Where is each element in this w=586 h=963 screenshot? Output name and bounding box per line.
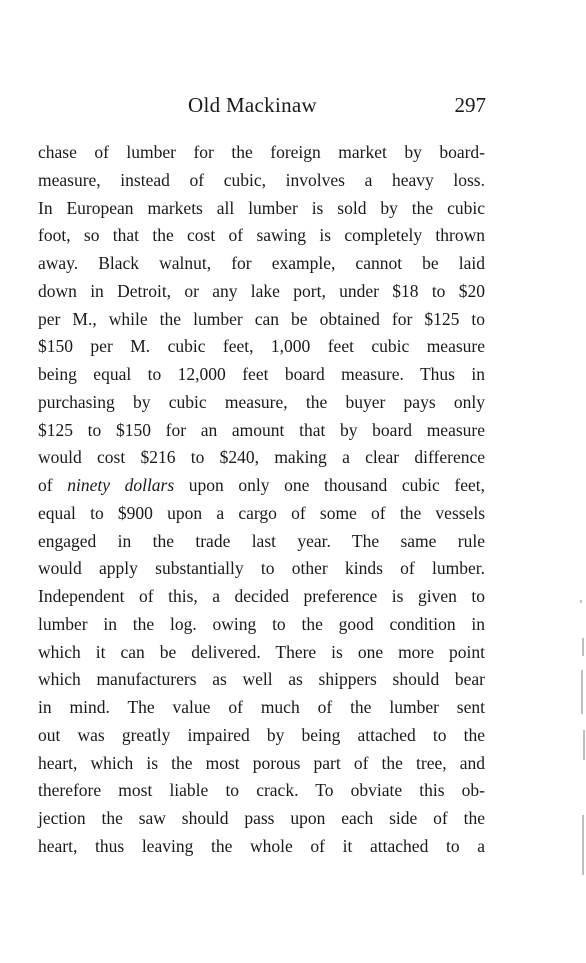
scan-speck	[582, 638, 584, 656]
text-line: heart, which is the most porous part of the tree, and	[38, 752, 485, 773]
text-line: per M., while the lumber can be obtained for $125 to	[38, 308, 485, 329]
text-line: away. Black walnut, for example, cannot be laid	[38, 253, 485, 273]
text-line: equal to $900 upon a cargo of some of the vessels	[38, 502, 485, 523]
text-line: In European markets all lumber is sold by the cubic	[38, 197, 485, 218]
running-title: Old Mackinaw	[188, 93, 317, 117]
text-line: measure, instead of cubic, involves a heavy loss.	[38, 169, 485, 190]
text-line: which it can be delivered. There is one more point	[38, 641, 485, 662]
text-line: jection the saw should pass upon each side of the	[38, 808, 485, 828]
scan-edge-specks	[578, 600, 586, 900]
text-line: $150 per M. cubic feet, 1,000 feet cubic measure	[38, 336, 485, 357]
text-line: of ninety dollars upon only one thousand cubic feet,	[38, 475, 485, 495]
text-line: in mind. The value of much of the lumber sent	[38, 697, 485, 717]
text-line: down in Detroit, or any lake port, under $18 to $20	[38, 280, 485, 301]
text-line: would cost $216 to $240, making a clear difference	[38, 447, 485, 468]
text-line: lumber in the log. owing to the good condition in	[38, 613, 485, 634]
italic-phrase: ninety dollars	[67, 475, 175, 495]
scan-speck	[581, 670, 583, 714]
body-text	[38, 139, 485, 861]
running-head	[38, 93, 486, 123]
scan-speck	[583, 730, 585, 760]
text-line: foot, so that the cost of sawing is completely thrown	[38, 225, 485, 246]
text-line: would apply substantially to other kinds of lumber.	[38, 558, 485, 579]
text-line: being equal to 12,000 feet board measure. Thus in	[38, 364, 485, 384]
text-line: therefore most liable to crack. To obviate this ob-	[38, 780, 485, 801]
text-line: $125 to $150 for an amount that by board measure	[38, 419, 485, 440]
text-line: heart, thus leaving the whole of it attached to a	[38, 835, 485, 856]
text-line: out was greatly impaired by being attached to the	[38, 724, 485, 745]
text-line: which manufacturers as well as shippers should bear	[38, 669, 485, 690]
scan-speck	[582, 815, 584, 875]
text-line: Independent of this, a decided preference is given to	[38, 586, 485, 606]
text-line: chase of lumber for the foreign market by board-	[38, 142, 485, 162]
text-line: purchasing by cubic measure, the buyer pays only	[38, 391, 485, 412]
text-line: engaged in the trade last year. The same rule	[38, 530, 485, 551]
scan-speck	[580, 600, 582, 603]
page-number: 297	[454, 93, 486, 117]
